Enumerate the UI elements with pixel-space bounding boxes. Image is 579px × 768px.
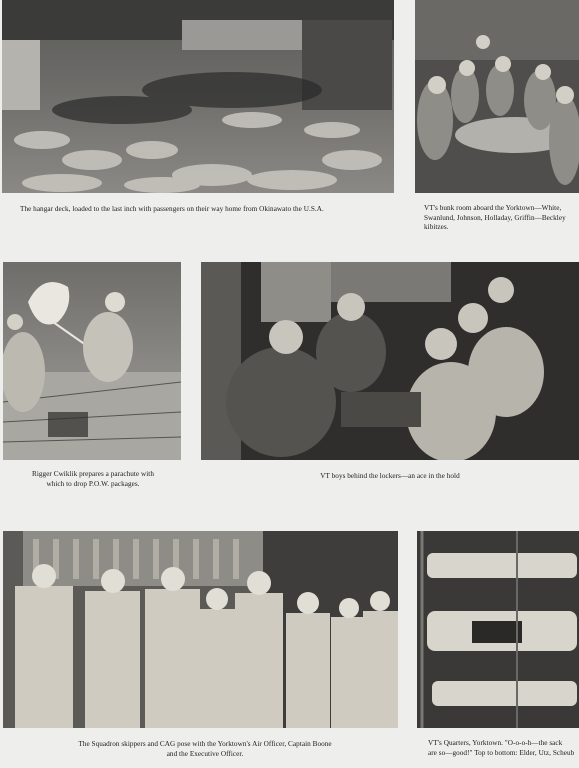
bunk-room-caption: VT's bunk room aboard the Yorktown—White, Swanlund, Johnson, Holladay, Griffin—Beckley kibitzes. xyxy=(424,204,566,232)
skippers-photo xyxy=(3,531,398,728)
lockers-photo xyxy=(201,262,579,460)
quarters-photo xyxy=(417,531,579,728)
hangar-deck-photo xyxy=(2,0,394,193)
bunk-room-photo xyxy=(415,0,579,193)
hangar-deck-caption: The hangar deck, loaded to the last inch with passengers on their way home from Okinawato the U.S.A. xyxy=(20,205,324,213)
quarters-caption: VT's Quarters, Yorktown. "O-o-o-h—the sack are so—good!" Top to bottom: Elder, Utz, Scheub xyxy=(428,739,575,757)
skippers-caption: The Squadron skippers and CAG pose with the Yorktown's Air Officer, Captain Boone and the Executive Officer. xyxy=(78,740,332,758)
lockers-caption: VT boys behind the lockers—an ace in the hold xyxy=(320,472,460,480)
rigger-photo xyxy=(3,262,181,460)
rigger-caption: Rigger Cwiklik prepares a parachute with which to drop P.O.W. packages. xyxy=(32,470,154,488)
